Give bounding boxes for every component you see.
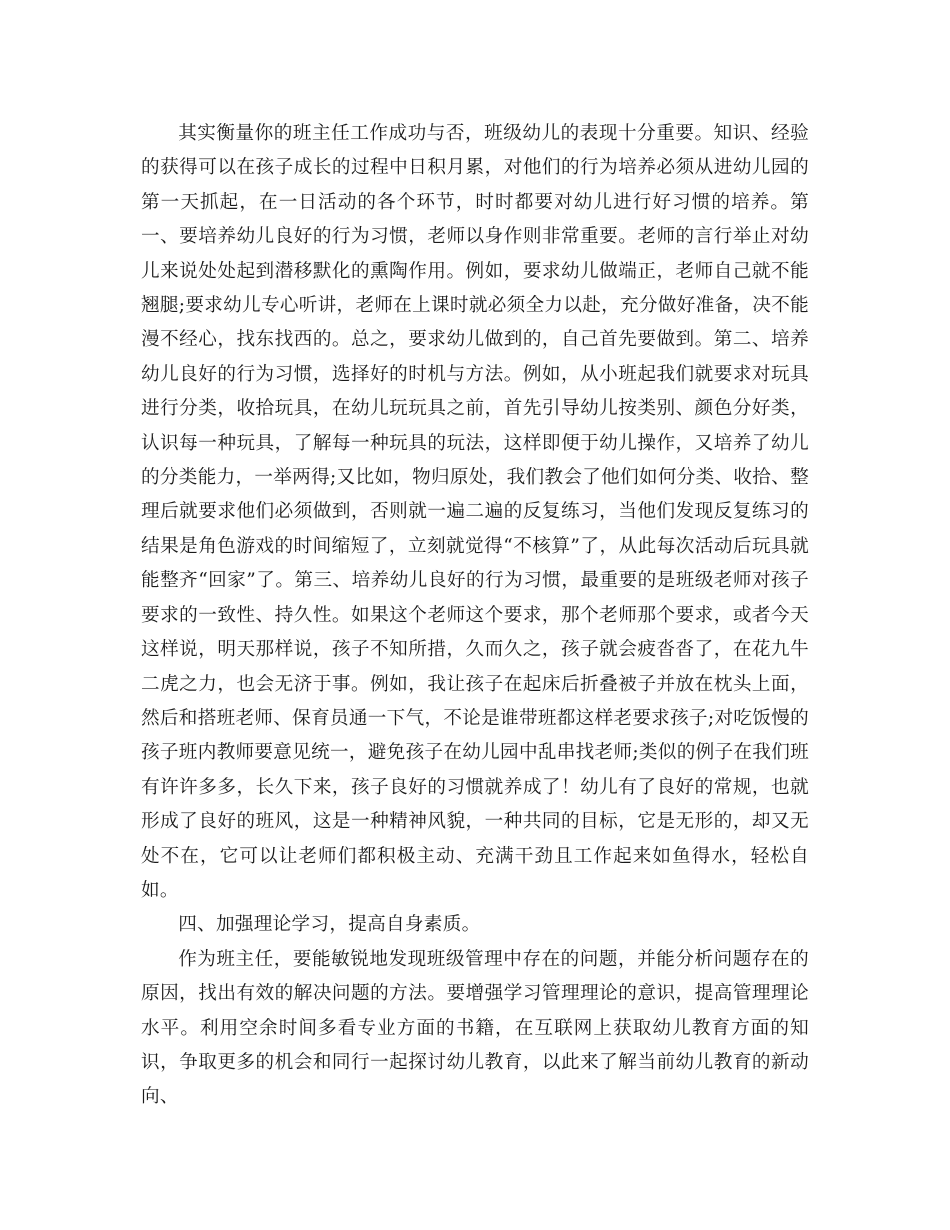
document-body: [141, 117, 809, 1115]
section-heading-theory-study: 四、加强理论学习，提高自身素质。: [178, 914, 481, 936]
paragraph-habit-training: 其实衡量你的班主任工作成功与否，班级幼儿的表现十分重要。知识、经验的获得可以在孩子成长的过程中日积月累，对他们的行为培养必须从进幼儿园的第一天抓起，在一日活动的各个环节，时时都要对幼儿进行好习惯的培养。第一、要培养幼儿良好的行为习惯，老师以身作则非常重要。老师的言行举止对幼儿来说处处起到潜移默化的熏陶作用。例如，要求幼儿做端正，老师自己就不能翘腿;要求幼儿专心听讲，老师在上课时就必须全力以赴，充分做好准备，决不能漫不经心，找东找西的。总之，要求幼儿做到的，自己首先要做到。第二、培养幼儿良好的行为习惯，选择好的时机与方法。例如，从小班起我们就要求对玩具进行分类，收拾玩具，在幼儿玩玩具之前，首先引导幼儿按类别、颜色分好类，认识每一种玩具，了解每一种玩具的玩法，这样即便于幼儿操作，又培养了幼儿的分类能力，一举两得;又比如，物归原处，我们教会了他们如何分类、收拾、整理后就要求他们必须做到，否则就一遍二遍的反复练习，当他们发现反复练习的结果是角色游戏的时间缩短了，立刻就觉得“不核算”了，从此每次活动后玩具就能整齐“回家”了。第三、培养幼儿良好的行为习惯，最重要的是班级老师对孩子要求的一致性、持久性。如果这个老师这个要求，那个老师那个要求，或者今天这样说，明天那样说，孩子不知所措，久而久之，孩子就会疲沓沓了，在花九牛二虎之力，也会无济于事。例如，我让孩子在起床后折叠被子并放在枕头上面，然后和搭班老师、保育员通一下气，不论是谁带班都这样老要求孩子;对吃饭慢的孩子班内教师要意见统一，避免孩子在幼儿园中乱串找老师;类似的例子在我们班有许许多多，长久下来，孩子良好的习惯就养成了！幼儿有了良好的常规，也就形成了良好的班风，这是一种精神风貌，一种共同的目标，它是无形的，却又无处不在，它可以让老师们都积极主动、充满干劲且工作起来如鱼得水，轻松自如。: [141, 123, 809, 901]
paragraph-class-teacher-study: 作为班主任，要能敏锐地发现班级管理中存在的问题，并能分析问题存在的原因，找出有效的解决问题的方法。要增强学习管理理论的意识，提高管理理论水平。利用空余时间多看专业方面的书籍，在互联网上获取幼儿教育方面的知识，争取更多的机会和同行一起探讨幼儿教育，以此来了解当前幼儿教育的新动向、: [141, 948, 809, 1108]
